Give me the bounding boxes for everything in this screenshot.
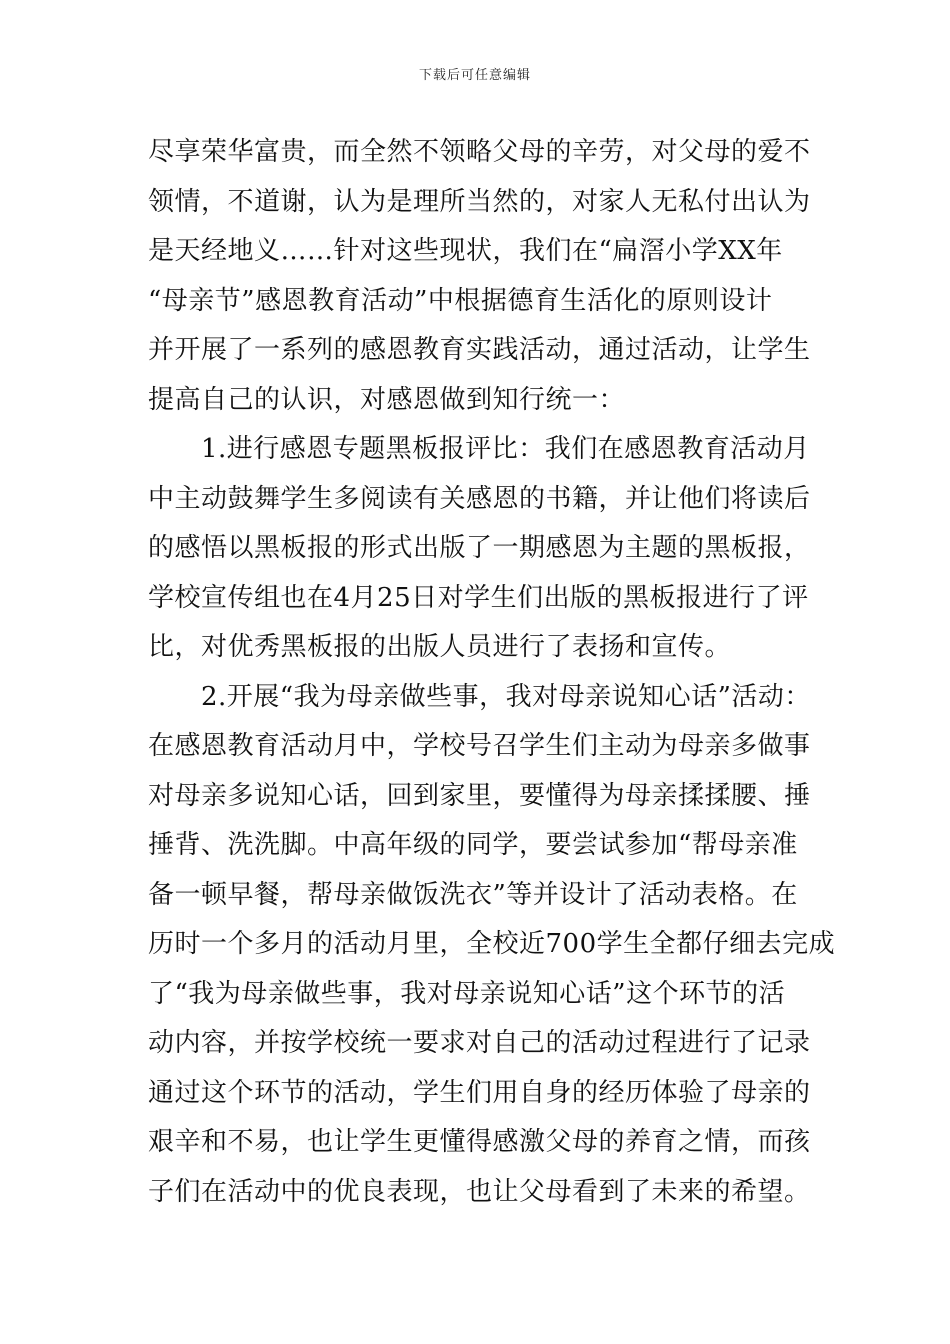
body-line: 比，对优秀黑板报的出版人员进行了表扬和宣传。 [148, 632, 732, 662]
page-header: 下载后可任意编辑 [418, 68, 531, 83]
body-line: 1.进行感恩专题黑板报评比：我们在感恩教育活动月 [148, 434, 810, 464]
document-body [148, 128, 836, 1217]
body-line: 子们在活动中的优良表现，也让父母看到了未来的希望。 [148, 1176, 811, 1207]
body-line: 学校宣传组也在4月25日对学生们出版的黑板报进行了评 [148, 582, 809, 613]
body-line: 提高自己的认识，对感恩做到知行统一： [148, 384, 626, 415]
body-line: 领情，不道谢，认为是理所当然的，对家人无私付出认为 [148, 186, 811, 217]
body-line: 动内容，并按学校统一要求对自己的活动过程进行了记录 [148, 1028, 811, 1058]
body-line: 2.开展“我为母亲做些事，我对母亲说知心话”活动： [148, 681, 811, 712]
body-line: 中主动鼓舞学生多阅读有关感恩的书籍，并让他们将读后 [148, 483, 811, 514]
body-line: 通过这个环节的活动，学生们用自身的经历体验了母亲的 [148, 1077, 811, 1108]
body-line: 艰辛和不易，也让学生更懂得感激父母的养育之情，而孩 [148, 1127, 811, 1157]
body-line: 历时一个多月的活动月里，全校近700学生全都仔细去完成 [148, 929, 836, 959]
body-line: 是天经地义……针对这些现状，我们在“扁滘小学XX年 [148, 236, 783, 266]
body-line: 对母亲多说知心话，回到家里，要懂得为母亲揉揉腰、捶 [148, 780, 811, 811]
body-line: “母亲节”感恩教育活动”中根据德育生活化的原则设计 [148, 285, 773, 316]
body-line: 并开展了一系列的感恩教育实践活动，通过活动，让学生 [148, 335, 811, 365]
body-line: 的感悟以黑板报的形式出版了一期感恩为主题的黑板报， [148, 533, 811, 563]
body-line: 尽享荣华富贵，而全然不领略父母的辛劳，对父母的爱不 [148, 137, 811, 167]
body-line: 捶背、洗洗脚。中高年级的同学，要尝试参加“帮母亲准 [148, 830, 798, 860]
body-line: 在感恩教育活动月中，学校号召学生们主动为母亲多做事 [148, 731, 811, 761]
body-line: 了“我为母亲做些事，我对母亲说知心话”这个环节的活 [148, 978, 786, 1009]
body-line: 备一顿早餐，帮母亲做饭洗衣”等并设计了活动表格。在 [148, 879, 798, 910]
